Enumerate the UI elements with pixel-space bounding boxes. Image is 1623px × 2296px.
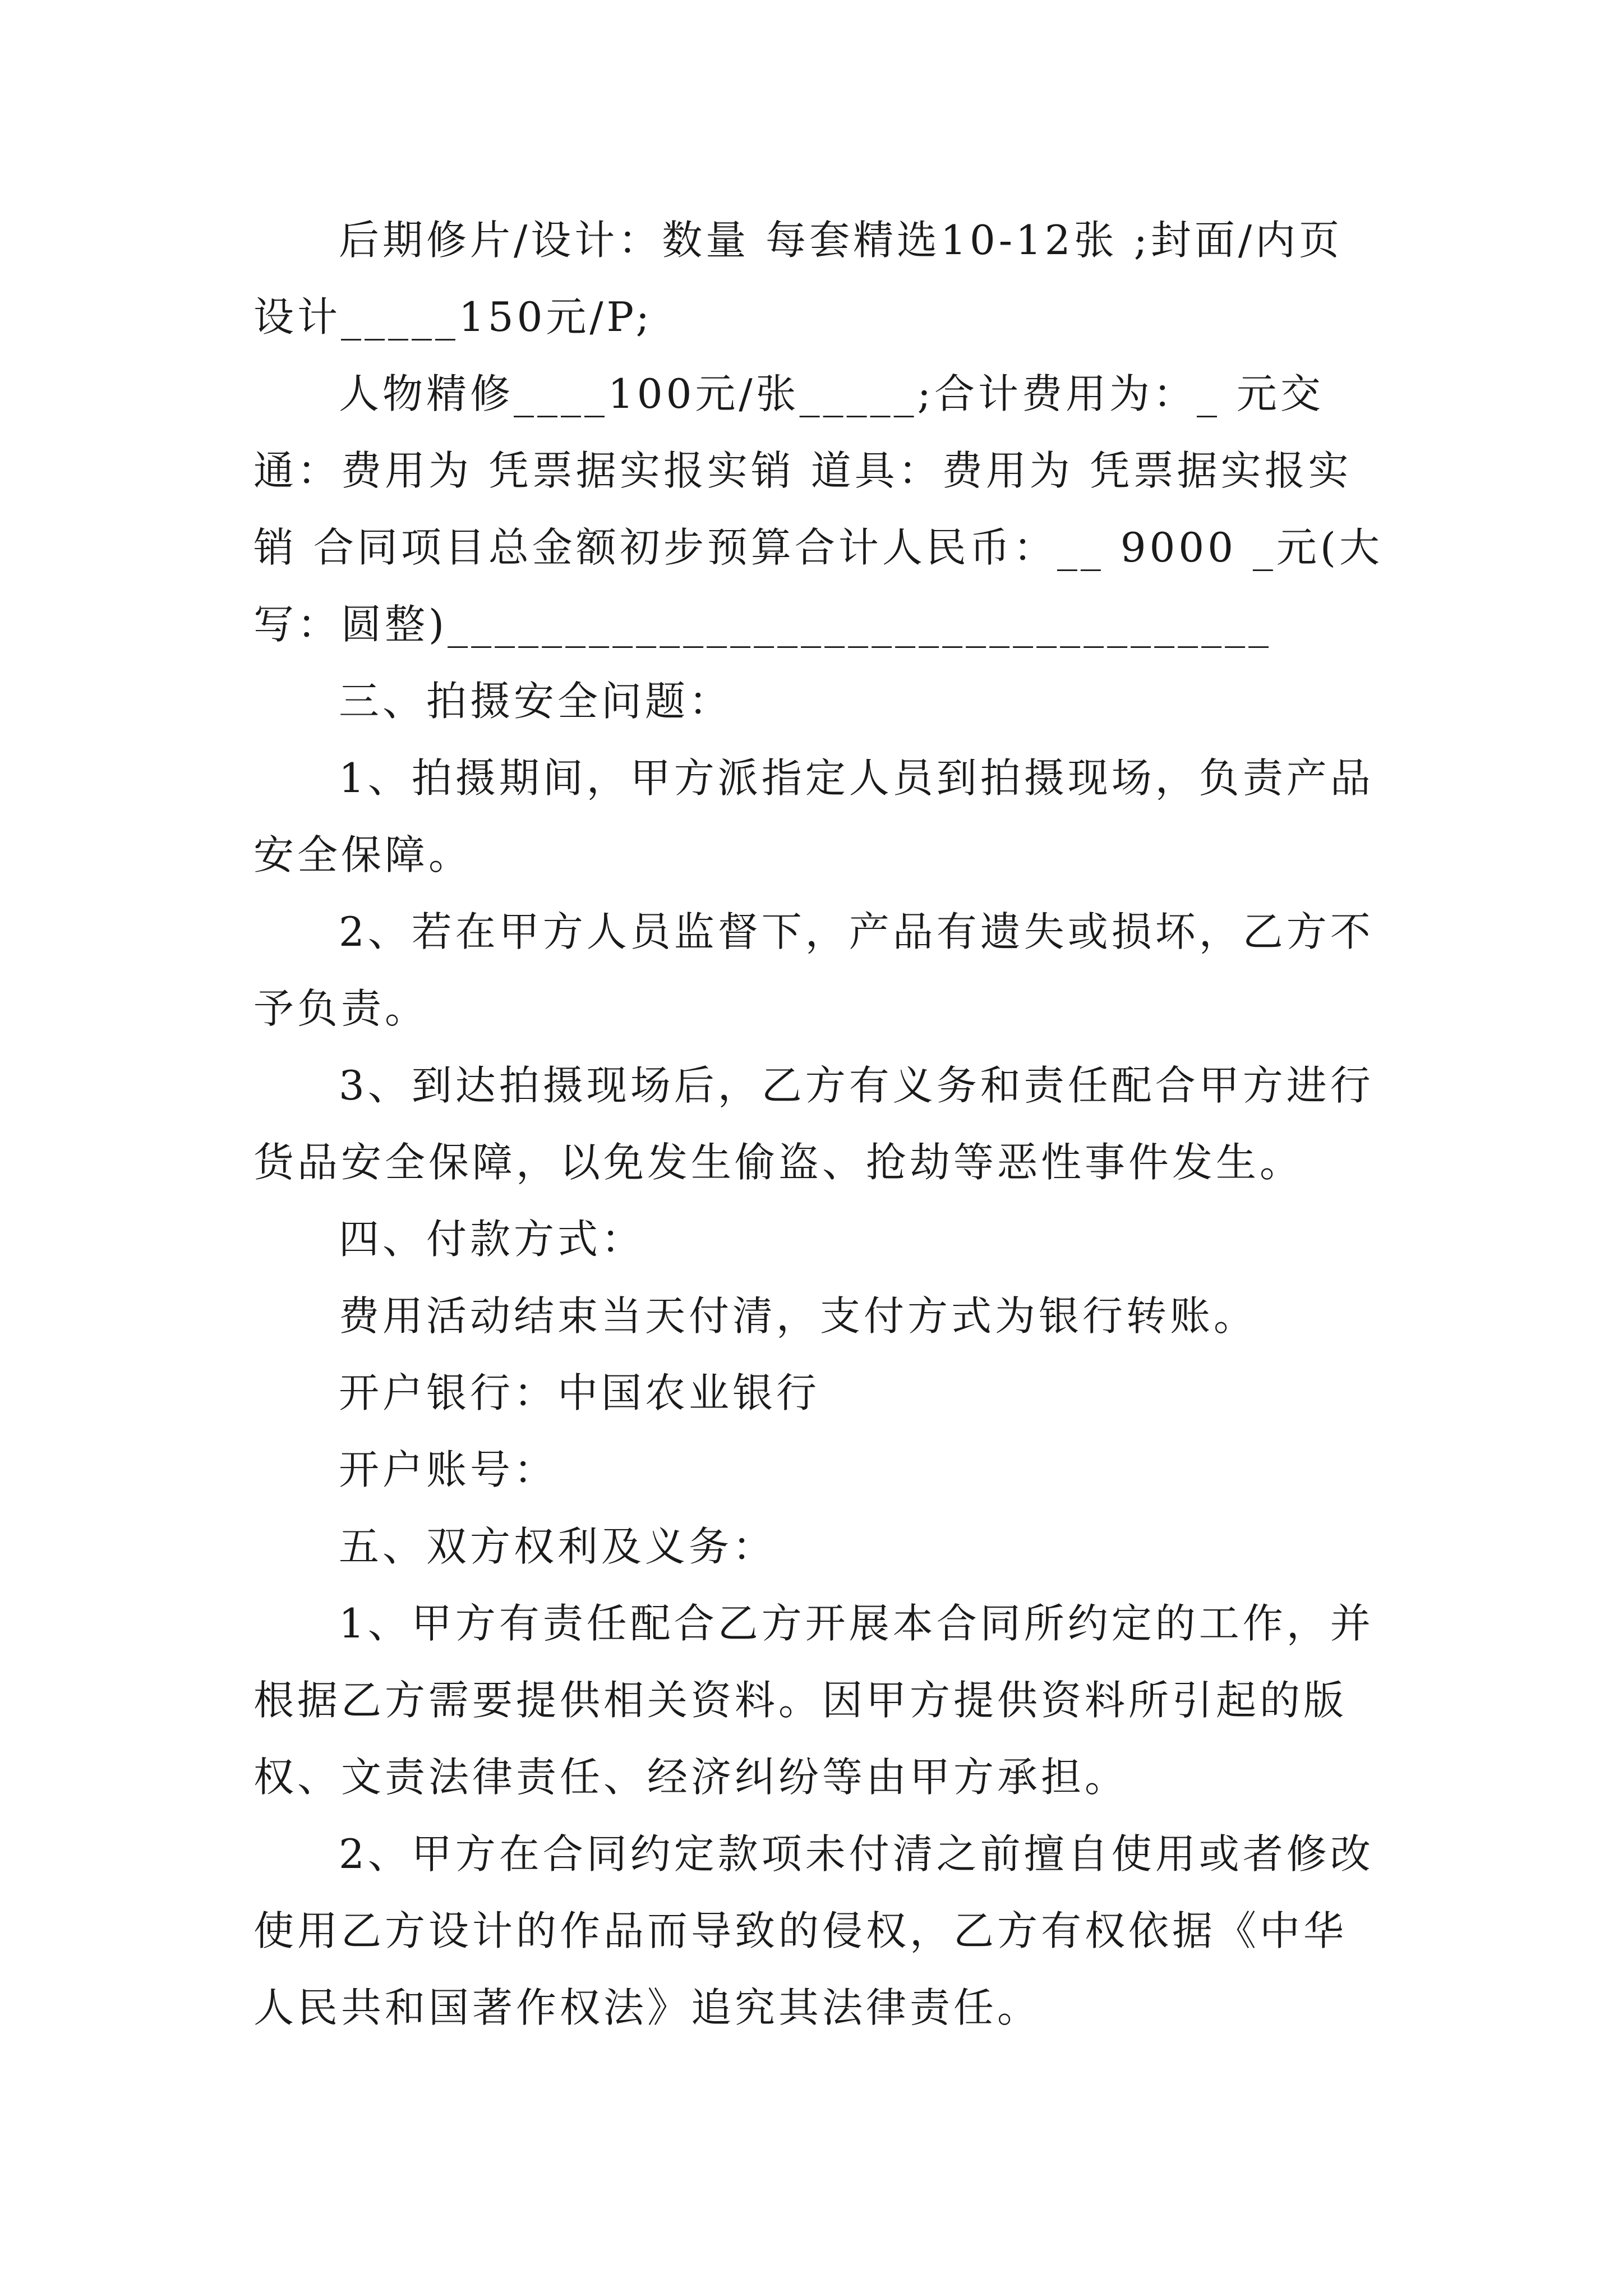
paragraph-safety-3: 3、到达拍摄现场后，乙方有义务和责任配合甲方进行货品安全保障，以免发生偷盗、抢劫等恶性事件发生。 (253, 1062, 1374, 1186)
section-heading-safety: 三、拍摄安全问题： (339, 678, 733, 725)
paragraph-bank-name: 开户银行：中国农业银行 (339, 1369, 820, 1416)
paragraph-rights-2: 2、甲方在合同约定款项未付清之前擅自使用或者修改使用乙方设计的作品而导致的侵权，乙方有权依据《中华人民共和国著作权法》追究其法律责任。 (253, 1830, 1374, 2031)
paragraph-safety-1: 1、拍摄期间，甲方派指定人员到拍摄现场，负责产品安全保障。 (253, 754, 1374, 878)
section-heading-rights: 五、双方权利及义务： (339, 1523, 777, 1570)
paragraph-rights-1: 1、甲方有责任配合乙方开展本合同所约定的工作，并根据乙方需要提供相关资料。因甲方提供资料所引起的版权、文责法律责任、经济纠纷等由甲方承担。 (253, 1600, 1374, 1801)
paragraph-retouch-design: 后期修片/设计：数量 每套精选10-12张 ;封面/内页设计_____150元/P; (253, 217, 1343, 341)
contract-body (253, 202, 1386, 2046)
paragraph-account-number: 开户账号： (339, 1446, 558, 1493)
paragraph-payment-terms: 费用活动结束当天付清，支付方式为银行转账。 (339, 1292, 1258, 1340)
section-heading-payment: 四、付款方式： (339, 1216, 645, 1263)
paragraph-safety-2: 2、若在甲方人员监督下，产品有遗失或损坏，乙方不予负责。 (253, 908, 1374, 1032)
paragraph-fees-total: 人物精修____100元/张_____;合计费用为：_ 元交通：费用为 凭票据实报实销 道具：费用为 凭票据实报实销 合同项目总金额初步预算合计人民币：__ 9000 _元(大写：圆整)___________________________________ (253, 370, 1383, 648)
